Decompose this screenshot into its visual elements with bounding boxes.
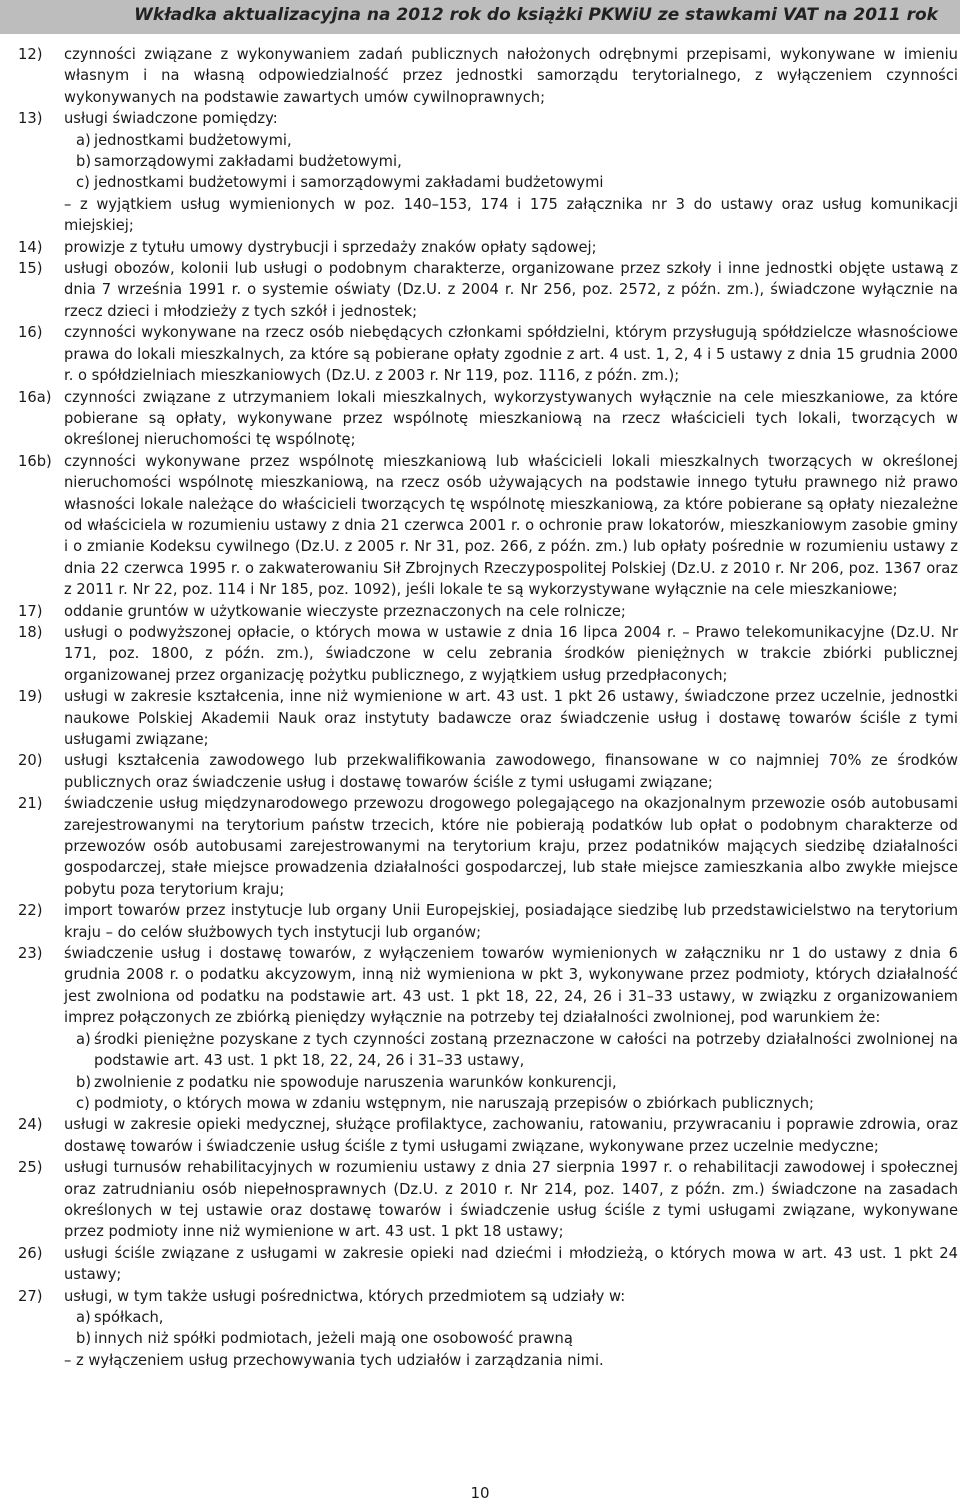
item-number: 14) <box>18 238 43 256</box>
sub-item-letter: b) <box>76 153 92 171</box>
list-item <box>18 1286 958 1372</box>
list-item <box>18 1157 958 1243</box>
list-item-row <box>18 793 958 900</box>
list-item-row <box>18 900 958 943</box>
list-item <box>18 237 958 258</box>
item-text: prowizje z tytułu umowy dystrybucji i sprzedaży znaków opłaty sądowej; <box>64 238 597 256</box>
item-tail: – z wyjątkiem usług wymienionych w poz. 140–153, 174 i 175 załącznika nr 3 do ustawy oraz usług komunikacji miejskiej; <box>64 195 958 235</box>
list-item <box>18 686 958 750</box>
list-item-row <box>18 750 958 793</box>
item-text: usługi ściśle związane z usługami w zakresie opieki nad dziećmi i młodzieżą, o których mowa w art. 43 ust. 1 pkt 24 ustawy; <box>64 1244 958 1284</box>
sub-item <box>18 172 958 193</box>
item-text: usługi świadczone pomiędzy: <box>64 110 278 128</box>
list-item <box>18 322 958 386</box>
item-text: czynności wykonywane przez wspólnotę mieszkaniową lub właścicieli lokali mieszkalnych tworzących w określonej nieruchomości wspólnotę mieszkaniową, na rzecz osób używających na podstawie innego tytułu prawnego niż prawo własności lokale należące do właścicieli tworzących tę wspólnotę mieszkaniową, za które pobierane są opłaty niezależne od właściciela w rozumieniu ustawy z dnia 21 czerwca 2001 r. o ochronie praw lokatorów, mieszkaniowym zasobie gminy i o zmianie Kodeksu cywilnego (Dz.U. z 2005 r. Nr 31, poz. 266, z późn. zm.) lub opłaty pośrednie w rozumieniu ustawy z dnia 22 czerwca 1995 r. o zakwaterowaniu Sił Zbrojnych Rzeczypospolitej Polskiej (Dz.U. z 2010 r. Nr 206, poz. 1367 oraz z 2011 r. Nr 22, poz. 114 i Nr 185, poz. 1092), jeśli lokale te są wykorzystywane wyłącznie na cele mieszkaniowe; <box>64 452 958 599</box>
sub-item-letter: c) <box>76 1094 90 1112</box>
sub-item-text: jednostkami budżetowymi, <box>94 131 292 149</box>
sub-item <box>18 1029 958 1072</box>
list-item <box>18 750 958 793</box>
list-item-row <box>18 237 958 258</box>
item-number: 25) <box>18 1159 43 1177</box>
item-text: usługi obozów, kolonii lub usługi o podobnym charakterze, organizowane przez szkoły i inne jednostki objęte ustawą z dnia 7 września 1991 r. o systemie oświaty (Dz.U. z 2004 r. Nr 256, poz. 2572, z późn. zm.), świadczone wyłącznie na rzecz dzieci i młodzieży z tych szkół i jednostek; <box>64 260 958 320</box>
list-item <box>18 387 958 451</box>
item-number: 20) <box>18 752 43 770</box>
list-item <box>18 44 958 108</box>
sub-item <box>18 1307 958 1328</box>
item-text: usługi w zakresie opieki medycznej, służące profilaktyce, zachowaniu, ratowaniu, przywracaniu i poprawie zdrowia, oraz dostawę towarów i świadczenie usług ściśle z tymi usługami związane, wykonywane przez uczelnie medyczne; <box>64 1116 958 1155</box>
item-text: usługi w zakresie kształcenia, inne niż wymienione w art. 43 ust. 1 pkt 26 ustawy, świadczone przez uczelnie, jednostki naukowe Polskiej Akademii Nauk oraz instytuty badawcze oraz świadczenie usług i dostawę towarów ściśle z tymi usługami związane; <box>64 688 958 748</box>
list-item <box>18 258 958 322</box>
item-text: import towarów przez instytucje lub organy Unii Europejskiej, posiadające siedzibę lub przedstawicielstwo na terytorium kraju – do celów służbowych tych instytucji lub organów; <box>64 902 958 941</box>
item-number: 23) <box>18 945 43 963</box>
list-item-row <box>18 451 958 601</box>
list-item-row <box>18 322 958 386</box>
item-text: usługi, w tym także usługi pośrednictwa, których przedmiotem są udziały w: <box>64 1287 626 1305</box>
list-item-row <box>18 1286 958 1307</box>
item-text: świadczenie usług międzynarodowego przewozu drogowego polegającego na okazjonalnym przewozie osób autobusami zarejestrowanymi na terytorium państw trzecich, które nie pobierają podatków lub opłat o podobnym charakterze od przewozów osób autobusami zarejestrowanymi na terytorium kraju, przez podatników mających siedzibę działalności gospodarczej, stałe miejsce prowadzenia działalności gospodarczej, lub stałe miejsce zamieszkania albo zwykłe miejsce pobytu poza terytorium kraju; <box>64 795 958 898</box>
item-number: 13) <box>18 110 43 128</box>
sub-item-letter: a) <box>76 1308 91 1326</box>
sub-item-text: samorządowymi zakładami budżetowymi, <box>94 153 402 171</box>
sub-item <box>18 151 958 172</box>
item-number: 27) <box>18 1287 43 1305</box>
item-text: czynności związane z utrzymaniem lokali mieszkalnych, wykorzystywanych wyłącznie na cele mieszkaniowe, za które pobierane są opłaty, wykonywane przez wspólnotę mieszkaniową na rzecz właścicieli tych lokali, tworzących w określonej nieruchomości tę wspólnotę; <box>64 388 958 449</box>
item-text: świadczenie usług i dostawę towarów, z wyłączeniem towarów wymienionych w załączniku nr 1 do ustawy z dnia 6 grudnia 2008 r. o podatku akcyzowym, inną niż wymieniona w pkt 3, wykonywane przez podmioty, których działalność jest zwolniona od podatku na podstawie art. 43 ust. 1 pkt 18, 22, 24, 26 i 31–33 ustawy, w związku z organizowaniem imprez połączonych ze zbiórką pieniędzy wyłącznie na potrzeby tej działalności zwolnionej, pod warunkiem że: <box>64 945 958 1027</box>
list-item <box>18 900 958 943</box>
sub-item <box>18 1328 958 1349</box>
sub-item-letter: b) <box>76 1073 92 1091</box>
sub-item-text: zwolnienie z podatku nie spowoduje naruszenia warunków konkurencji, <box>94 1073 617 1091</box>
item-number: 19) <box>18 688 43 706</box>
list-item <box>18 108 958 236</box>
item-number: 21) <box>18 795 43 813</box>
list-item-row <box>18 387 958 451</box>
sub-item-text: innych niż spółki podmiotach, jeżeli mają one osobowość prawną <box>94 1330 573 1348</box>
list-item <box>18 601 958 622</box>
sub-item-text: spółkach, <box>94 1308 164 1326</box>
document-body <box>18 44 958 1371</box>
header-bar <box>0 0 960 34</box>
list-item-row <box>18 258 958 322</box>
page-number: 10 <box>470 1484 490 1502</box>
list-item <box>18 1243 958 1286</box>
item-number: 16a) <box>18 388 52 406</box>
list-item-row <box>18 601 958 622</box>
item-number: 22) <box>18 902 43 920</box>
sub-item-letter: c) <box>76 174 90 192</box>
item-tail: – z wyłączeniem usług przechowywania tych udziałów i zarządzania nimi. <box>64 1351 604 1369</box>
sub-item-text: podmioty, o których mowa w zdaniu wstępnym, nie naruszają przepisów o zbiórkach publicznych; <box>94 1094 814 1112</box>
item-text: usługi o podwyższonej opłacie, o których mowa w ustawie z dnia 16 lipca 2004 r. – Prawo telekomunikacyjne (Dz.U. Nr 171, poz. 1800, z późn. zm.), świadczone w celu zebrania środków pieniężnych w trakcie zbiórki publicznej organizowanej przez organizację pożytku publicznego, z wyjątkiem usług przedpłaconych; <box>64 623 958 684</box>
sub-item-letter: a) <box>76 1030 91 1048</box>
list-item-row <box>18 622 958 686</box>
item-number: 15) <box>18 260 43 278</box>
list-item-row <box>18 1243 958 1286</box>
sub-item-letter: a) <box>76 131 91 149</box>
item-number: 16) <box>18 324 43 342</box>
list-item-row <box>18 1114 958 1157</box>
item-text: czynności wykonywane na rzecz osób niebędących członkami spółdzielni, którym przysługują spółdzielcze własnościowe prawa do lokali mieszkalnych, za które są pobierane opłaty zgodnie z art. 4 ust. 1, 2, 4 i 5 ustawy z dnia 15 grudnia 2000 r. o spółdzielniach mieszkaniowych (Dz.U. z 2003 r. Nr 119, poz. 1116, z późn. zm.); <box>64 324 958 385</box>
list-item-row <box>18 1157 958 1243</box>
list-item <box>18 451 958 601</box>
item-number: 17) <box>18 602 43 620</box>
list-item <box>18 1114 958 1157</box>
item-text: oddanie gruntów w użytkowanie wieczyste przeznaczonych na cele rolnicze; <box>64 602 626 620</box>
item-number: 24) <box>18 1116 43 1134</box>
sub-item <box>18 1072 958 1093</box>
item-number: 18) <box>18 623 43 641</box>
list-item-row <box>18 44 958 108</box>
sub-item <box>18 1093 958 1114</box>
item-text: usługi kształcenia zawodowego lub przekwalifikowania zawodowego, finansowane w co najmniej 70% ze środków publicznych oraz świadczenie usług i dostawę towarów ściśle z tymi usługami związane; <box>64 752 958 791</box>
sub-item-text: środki pieniężne pozyskane z tych czynności zostaną przeznaczone w całości na potrzeby działalności zwolnionej na podstawie art. 43 ust. 1 pkt 18, 22, 24, 26 i 31–33 ustawy, <box>94 1030 958 1070</box>
list-item-row <box>18 686 958 750</box>
item-number: 26) <box>18 1244 43 1262</box>
list-item-row <box>18 108 958 129</box>
item-text: czynności związane z wykonywaniem zadań publicznych nałożonych odrębnymi przepisami, wykonywane w imieniu własnym i na własną odpowiedzialność przez jednostki samorządu terytorialnego, z wyłączeniem czynności wykonywanych na podstawie zawartych umów cywilnoprawnych; <box>64 46 958 106</box>
sub-item-text: jednostkami budżetowymi i samorządowymi zakładami budżetowymi <box>94 174 604 192</box>
sub-item <box>18 130 958 151</box>
item-text: usługi turnusów rehabilitacyjnych w rozumieniu ustawy z dnia 27 sierpnia 1997 r. o rehabilitacji zawodowej i społecznej oraz zatrudnianiu osób niepełnosprawnych (Dz.U. z 2010 r. Nr 214, poz. 1407, z późn. zm.) świadczone na zasadach określonych w tej ustawie oraz dostawę towarów i świadczenie usług ściśle z tymi usługami związane, wykonywane przez podmioty inne niż wymienione w art. 43 ust. 1 pkt 18 ustawy; <box>64 1159 958 1241</box>
list-item <box>18 943 958 1114</box>
list-item <box>18 622 958 686</box>
list-item-row <box>18 943 958 1029</box>
item-number: 16b) <box>18 452 52 470</box>
sub-item-letter: b) <box>76 1330 92 1348</box>
list-item <box>18 793 958 900</box>
header-title: Wkładka aktualizacyjna na 2012 rok do książki PKWiU ze stawkami VAT na 2011 rok <box>134 5 938 25</box>
item-number: 12) <box>18 46 43 63</box>
